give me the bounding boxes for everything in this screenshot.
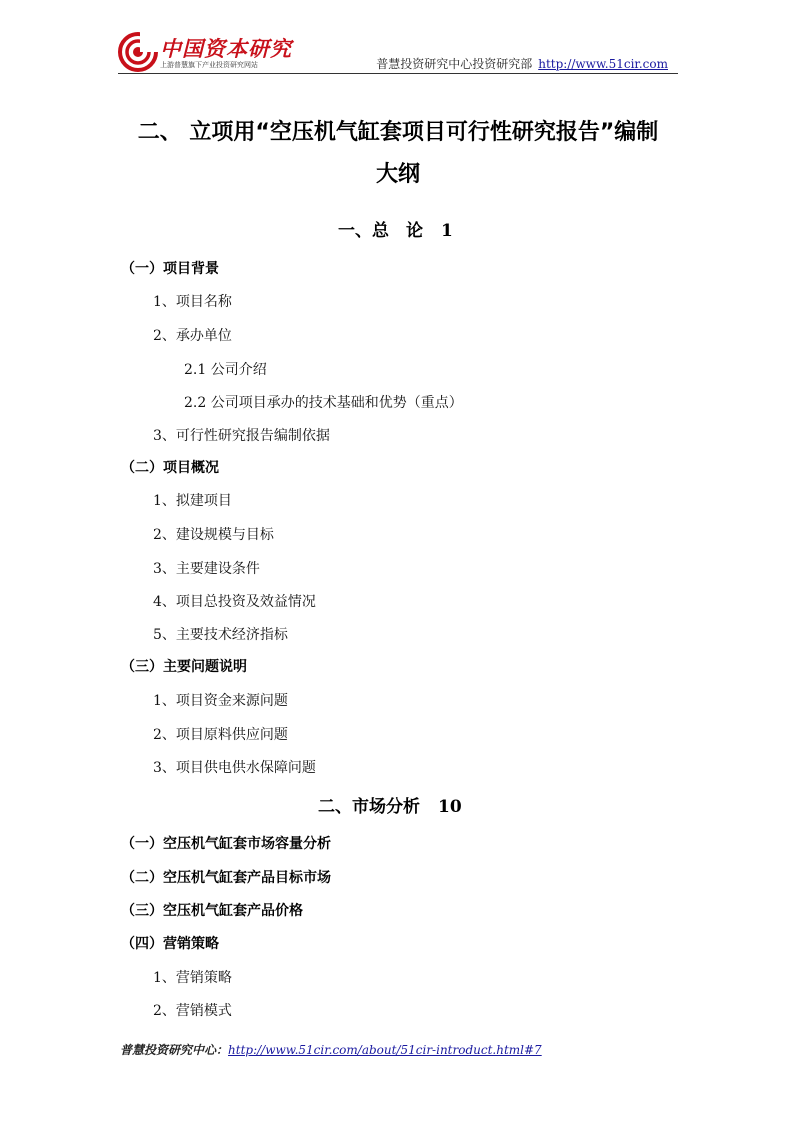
toc-item: 1、拟建项目 <box>153 493 232 509</box>
toc-item: 2.2 公司项目承办的技术基础和优势（重点） <box>184 395 463 411</box>
toc-item: 5、主要技术经济指标 <box>153 627 288 643</box>
logo-swirl-icon <box>118 32 158 72</box>
toc-section-label: 二、市场分析 <box>318 797 420 817</box>
logo-title: 中国资本研究 <box>160 37 292 61</box>
toc-item: 4、项目总投资及效益情况 <box>153 594 316 610</box>
logo-subtitle: 上游普慧旗下产业投资研究网站 <box>160 61 258 69</box>
toc-item: 2、项目原料供应问题 <box>153 727 288 743</box>
toc-item: 1、项目名称 <box>153 294 232 310</box>
toc-subsection: （四）营销策略 <box>121 936 219 952</box>
logo[interactable] <box>118 30 292 74</box>
toc-item: 3、主要建设条件 <box>153 561 260 577</box>
header-divider <box>118 73 678 74</box>
page-header <box>118 30 678 74</box>
header-link[interactable]: http://www.51cir.com <box>538 57 668 71</box>
title-line-1: 二、 立项用“空压机气缸套项目可行性研究报告”编制 <box>137 120 659 145</box>
toc-item: 2.1 公司介绍 <box>184 362 267 378</box>
footer-label: 普慧投资研究中心： <box>120 1043 229 1057</box>
toc-subsection: （三）主要问题说明 <box>121 659 247 675</box>
toc-item: 3、项目供电供水保障问题 <box>153 760 316 776</box>
title-line-2: 大纲 <box>375 162 420 187</box>
toc-item: 3、可行性研究报告编制依据 <box>153 428 330 444</box>
toc-item: 1、项目资金来源问题 <box>153 693 288 709</box>
document-title <box>108 112 688 196</box>
page-footer <box>120 1041 542 1058</box>
header-org-name: 普慧投资研究中心投资研究部 <box>376 57 533 71</box>
toc-section-1 <box>338 221 453 241</box>
toc-item: 2、营销模式 <box>153 1003 232 1019</box>
toc-item: 1、营销策略 <box>153 970 232 986</box>
toc-subsection: （二）空压机气缸套产品目标市场 <box>121 870 331 886</box>
footer-link[interactable]: http://www.51cir.com/about/51cir-introduct.html#7 <box>228 1043 542 1057</box>
toc-subsection: （一）空压机气缸套市场容量分析 <box>121 836 331 852</box>
toc-item: 2、承办单位 <box>153 328 232 344</box>
toc-subsection: （二）项目概况 <box>121 460 219 476</box>
toc-page-number: 10 <box>438 797 462 817</box>
toc-subsection: （三）空压机气缸套产品价格 <box>121 903 303 919</box>
toc-page-number: 1 <box>441 221 453 241</box>
toc-item: 2、建设规模与目标 <box>153 527 274 543</box>
toc-section-label: 一、总 论 <box>338 221 423 241</box>
header-org <box>376 55 668 72</box>
toc-subsection: （一）项目背景 <box>121 261 219 277</box>
toc-section-2 <box>318 797 462 817</box>
